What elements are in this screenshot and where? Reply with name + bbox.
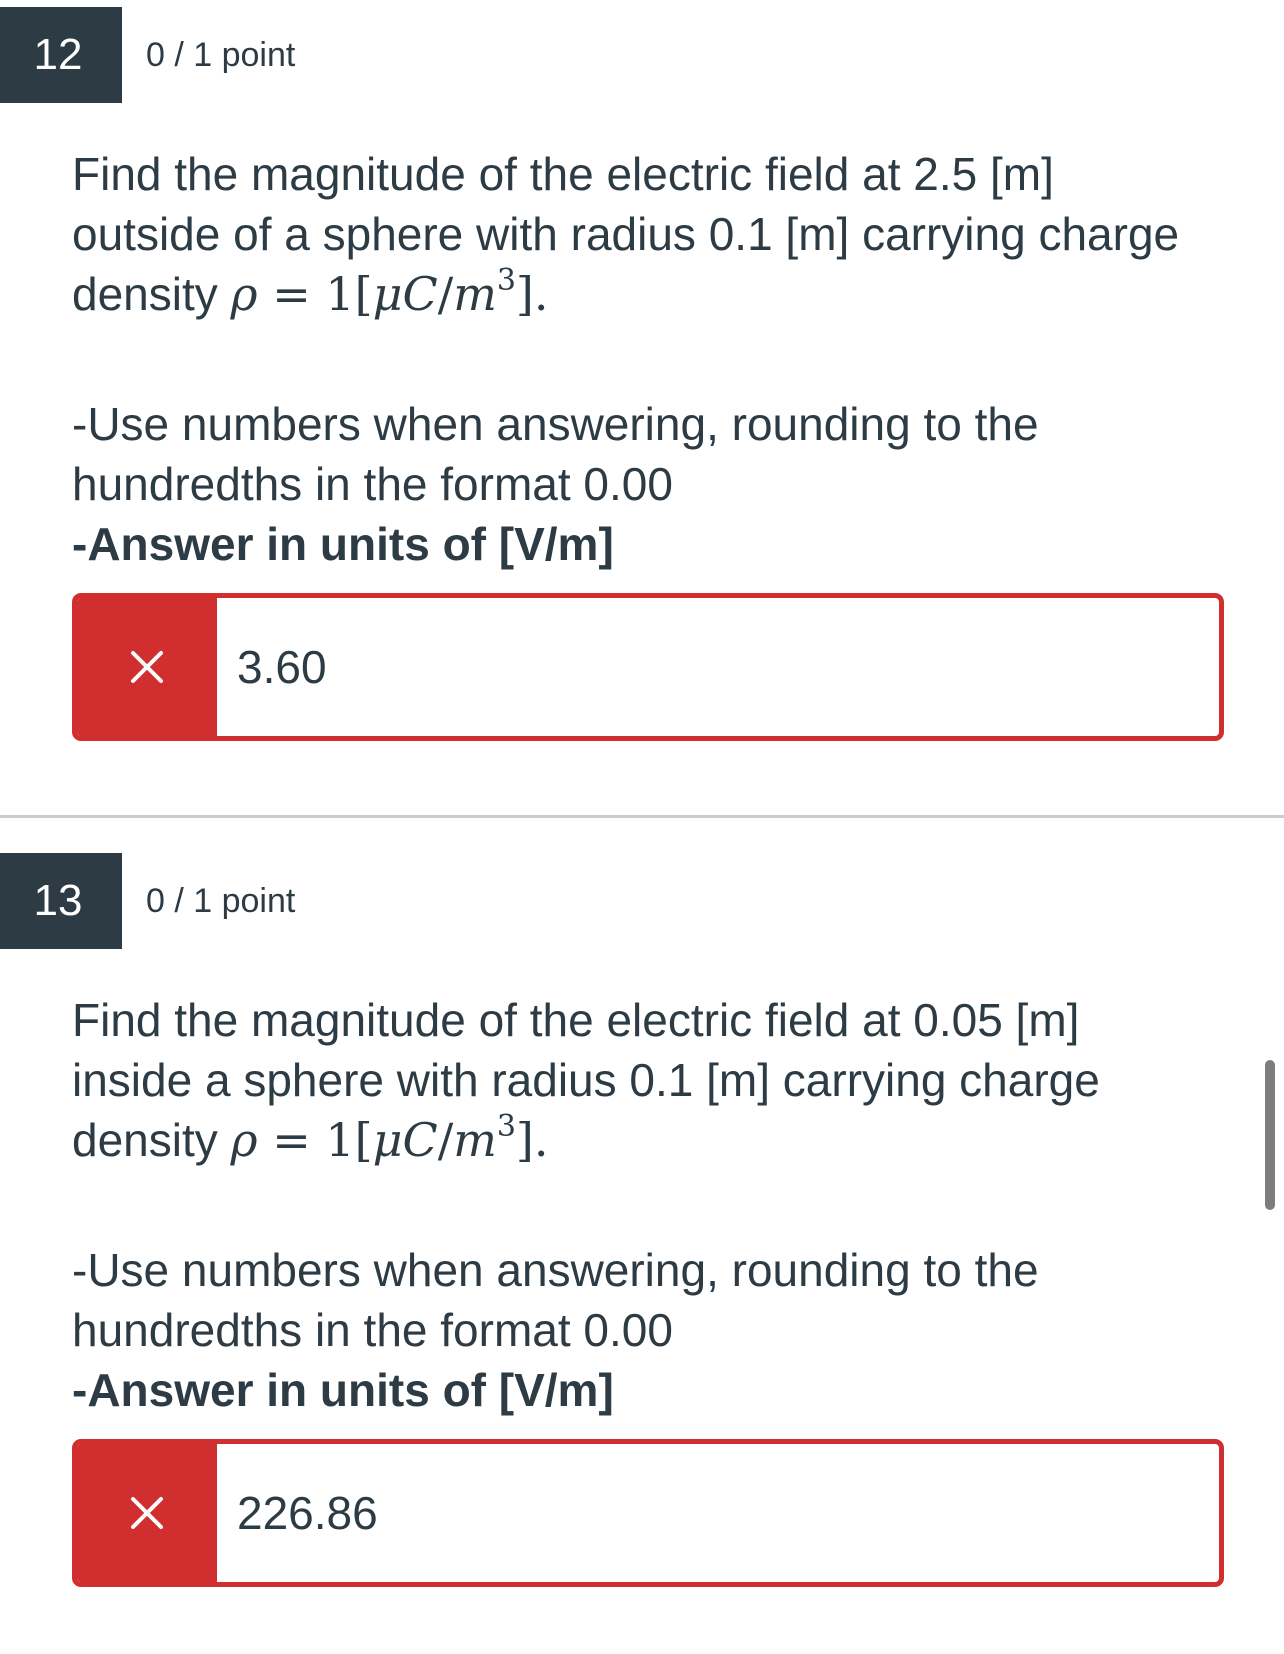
scrollbar-thumb[interactable]: [1265, 1060, 1275, 1210]
question-text: [72, 990, 1232, 1170]
incorrect-marker: [77, 1444, 217, 1582]
instruction-line: -Use numbers when answering, rounding to the: [72, 1244, 1039, 1296]
instruction-line: -Use numbers when answering, rounding to the: [72, 398, 1039, 450]
question-points: 0 / 1 point: [146, 36, 296, 74]
question-text-segment: density: [72, 1114, 218, 1166]
charge-density-formula: [230, 1109, 549, 1167]
formula-symbol: ρ: [230, 1113, 258, 1167]
units-instruction: -Answer in units of [V/m]: [72, 1364, 614, 1416]
answer-value: 3.60: [237, 641, 327, 693]
instruction-line: hundredths in the format 0.00: [72, 1304, 673, 1356]
question-text: [72, 144, 1232, 324]
formula-unit-mu: μ: [372, 1113, 403, 1167]
formula-unit-mu: μ: [372, 267, 403, 321]
formula-symbol: ρ: [230, 267, 258, 321]
formula-unit-slash: /: [437, 1113, 454, 1167]
formula-unit-end: ].: [515, 1113, 549, 1167]
answer-value: 226.86: [237, 1487, 378, 1539]
question-text-line: [72, 1110, 1232, 1170]
formula-unit-end: ].: [515, 267, 549, 321]
formula-unit-m: m: [453, 1113, 497, 1167]
answer-box-incorrect: [72, 1439, 1224, 1587]
formula-unit-exponent: 3: [496, 1109, 516, 1144]
question-text-line: inside a sphere with radius 0.1 [m] carrying charge: [72, 1054, 1100, 1106]
units-instruction: -Answer in units of [V/m]: [72, 518, 614, 570]
incorrect-marker: [77, 598, 217, 736]
question-instructions: [72, 1240, 1232, 1420]
charge-density-formula: [230, 263, 549, 321]
formula-equals: = 1[: [257, 267, 373, 321]
question-text-line: Find the magnitude of the electric field at 2.5 [m]: [72, 148, 1054, 200]
question-text-line: Find the magnitude of the electric field at 0.05 [m]: [72, 994, 1080, 1046]
question-instructions: [72, 394, 1232, 574]
question-text-segment: density: [72, 268, 218, 320]
question-text-line: outside of a sphere with radius 0.1 [m] carrying charge: [72, 208, 1180, 260]
formula-unit-c: C: [402, 267, 438, 321]
close-icon: [130, 650, 164, 684]
answer-box-incorrect: [72, 593, 1224, 741]
instruction-line: hundredths in the format 0.00: [72, 458, 673, 510]
question-text-line: [72, 264, 1232, 324]
question-number: 12: [0, 7, 122, 103]
formula-unit-slash: /: [437, 267, 454, 321]
question-points: 0 / 1 point: [146, 882, 296, 920]
question-divider: [0, 815, 1284, 818]
formula-equals: = 1[: [257, 1113, 373, 1167]
formula-unit-m: m: [453, 267, 497, 321]
formula-unit-exponent: 3: [496, 263, 516, 298]
close-icon: [130, 1496, 164, 1530]
question-number: 13: [0, 853, 122, 949]
formula-unit-c: C: [402, 1113, 438, 1167]
